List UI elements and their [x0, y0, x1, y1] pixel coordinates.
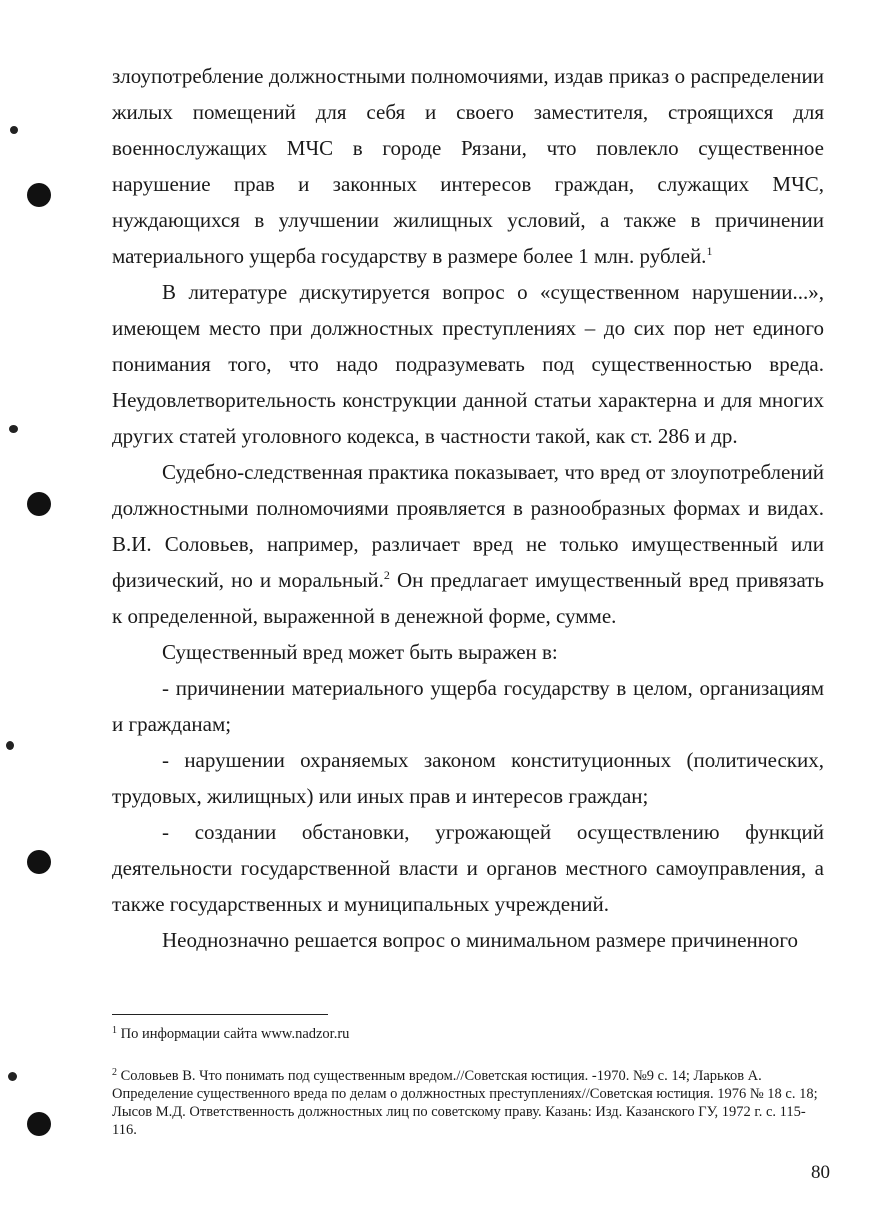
paragraph: В литературе дискутируется вопрос о «существенном нарушении...», имеющем место при должностных преступлениях – до сих пор нет единого понимания того, что надо подразумевать под существенностью вреда. Неудовлетворительность конструкции данной статьи характерна и для многих других статей уголовного кодекса, в частности такой, как ст. 286 и др. [112, 280, 824, 448]
punch-hole [27, 183, 51, 207]
scan-speck [6, 741, 14, 750]
list-item: - нарушении охраняемых законом конституционных (политических, трудовых, жилищных) или иных прав и интересов граждан; [112, 748, 824, 808]
footnote-1: $^1$ По информации сайта www.nadzor.ru [112, 1025, 350, 1042]
page-number: 80 [811, 1162, 830, 1183]
footnote-ref-1: 1 [706, 244, 713, 258]
footnote-2: $^2$ Соловьев В. Что понимать под существенным вредом.//Советская юстиция. -1970. №9 с. 14; Ларьков А. Определение существенного вреда по делам о должностных преступлениях//Советская юстиция. 1976 № 18 с. 18; Лысов М.Д. Ответственность должностных лиц по советскому праву. Казань: Изд. Казанского ГУ, 1972 г. с. 115-116. [112, 1067, 818, 1138]
scan-speck [10, 126, 18, 134]
punch-hole [27, 1112, 51, 1136]
paragraph-continuation: злоупотребление должностными полномочиями, издав приказ о распределении жилых помещений для себя и своего заместителя, строящихся для военнослужащих МЧС в городе Рязани, что повлекло существенное нарушение прав и законных интересов граждан, служащих МЧС, нуждающихся в улучшении жилищных условий, а также в причинении материального ущерба государству в размере более 1 млн. рублей.$^1$ [112, 64, 824, 268]
footnote-separator [112, 1014, 328, 1015]
paragraph: Существенный вред может быть выражен в: [162, 640, 558, 664]
footnote-ref-2: 2 [383, 568, 390, 582]
paragraph: Неоднозначно решается вопрос о минимальном размере причиненного [162, 928, 799, 952]
list-item: - создании обстановки, угрожающей осуществлению функций деятельности государственной власти и органов местного самоуправления, а также государственных и муниципальных учреждений. [112, 820, 824, 916]
punch-hole [27, 492, 51, 516]
paragraph: Судебно-следственная практика показывает, что вред от злоупотреблений должностными полномочиями проявляется в разнообразных формах и видах. В.И. Соловьев, например, различает вред не только имущественный или физический, но и моральный.$^2$ Он предлагает имущественный вред привязать к определенной, выраженной в денежной форме, сумме. [112, 460, 824, 628]
scan-speck [8, 1072, 17, 1081]
main-text [112, 58, 824, 958]
scan-speck [9, 425, 18, 433]
punch-hole [27, 850, 51, 874]
list-item: - причинении материального ущерба государству в целом, организациям и гражданам; [112, 676, 824, 736]
